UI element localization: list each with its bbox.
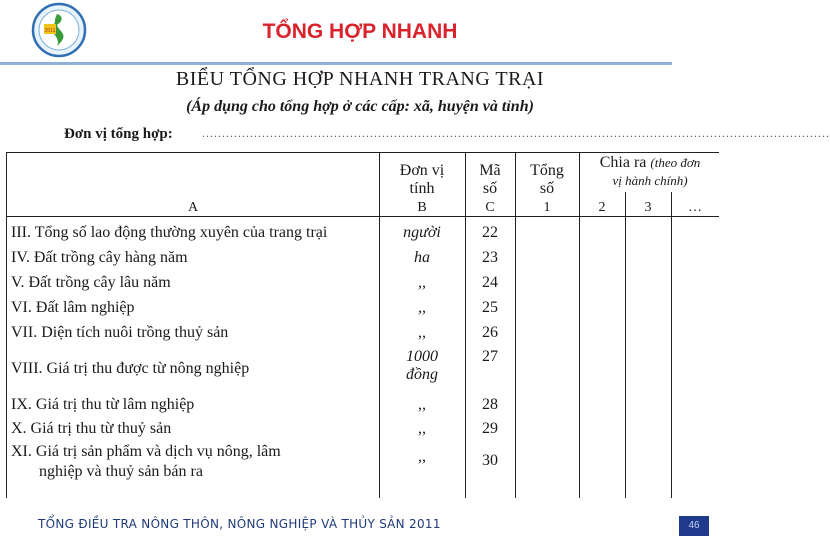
index-b: B: [417, 200, 427, 215]
index-more: …: [688, 200, 702, 215]
row-unit: ,,: [418, 274, 426, 291]
row-unit: 1000 đồng: [406, 348, 438, 383]
row-divider: [7, 152, 719, 153]
row-divider: [7, 216, 719, 217]
row-unit: ,,: [418, 420, 426, 437]
header-total: Tổng số: [530, 162, 564, 197]
row-code: 24: [482, 274, 498, 291]
row-label: XI. Giá trị sản phẩm và dịch vụ nông, lâm: [11, 443, 281, 460]
row-label: VII. Diện tích nuôi trồng thuỷ sản: [11, 324, 229, 341]
row-unit: ,,: [418, 448, 426, 465]
index-3: 3: [644, 200, 652, 215]
unit-label: Đơn vị tổng hợp:: [64, 126, 173, 142]
row-label: III. Tổng số lao động thường xuyên của trang trại: [11, 224, 328, 241]
unit-dotted-line: .............................................................................................................................................................: [202, 126, 830, 140]
row-label: VI. Đất lâm nghiệp: [11, 299, 135, 316]
form-title: BIỂU TỔNG HỢP NHANH TRANG TRẠI: [175, 68, 545, 90]
header-breakdown: Chia ra (theo đơn vị hành chính): [599, 154, 701, 188]
row-unit: ,,: [418, 396, 426, 413]
index-c: C: [485, 200, 495, 215]
index-1: 1: [543, 200, 551, 215]
row-unit: ha: [414, 249, 430, 266]
header-code: Mã số: [479, 162, 501, 197]
row-unit: người: [403, 224, 441, 241]
row-label: V. Đất trồng cây lâu năm: [11, 274, 171, 291]
form-document: [0, 66, 830, 498]
summary-table: [6, 152, 719, 498]
form-subtitle: (Áp dụng cho tổng hợp ở các cấp: xã, huyện và tỉnh): [186, 98, 534, 115]
page-number: 46: [679, 516, 709, 536]
row-code: 30: [482, 452, 498, 469]
index-a: A: [187, 200, 199, 215]
row-unit: ,,: [418, 299, 426, 316]
row-code: 23: [482, 249, 498, 266]
row-label: IV. Đất trồng cây hàng năm: [11, 249, 188, 266]
row-label-cont: nghiệp và thuỷ sản bán ra: [39, 463, 203, 480]
row-code: 22: [482, 224, 498, 241]
header-unit: Đơn vị tính: [399, 162, 445, 197]
row-unit: ,,: [418, 324, 426, 341]
row-code: 28: [482, 396, 498, 413]
row-code: 29: [482, 420, 498, 437]
row-label: IX. Giá trị thu từ lâm nghiệp: [11, 396, 195, 413]
logo-year: 2011: [44, 28, 56, 34]
col-divider: [625, 192, 626, 498]
page-title: TỔNG HỢP NHANH: [262, 20, 458, 43]
row-code: 26: [482, 324, 498, 341]
index-2: 2: [598, 200, 606, 215]
title-divider: [0, 62, 672, 65]
footer-text: TỔNG ĐIỀU TRA NÔNG THÔN, NÔNG NGHIỆP VÀ THỦY SẢN 2011: [38, 517, 441, 531]
row-label: VIII. Giá trị thu được từ nông nghiệp: [11, 360, 250, 377]
col-divider: [671, 192, 672, 498]
row-code: 25: [482, 299, 498, 316]
row-label: X. Giá trị thu từ thuỷ sản: [11, 420, 172, 437]
row-code: 27: [482, 348, 498, 365]
